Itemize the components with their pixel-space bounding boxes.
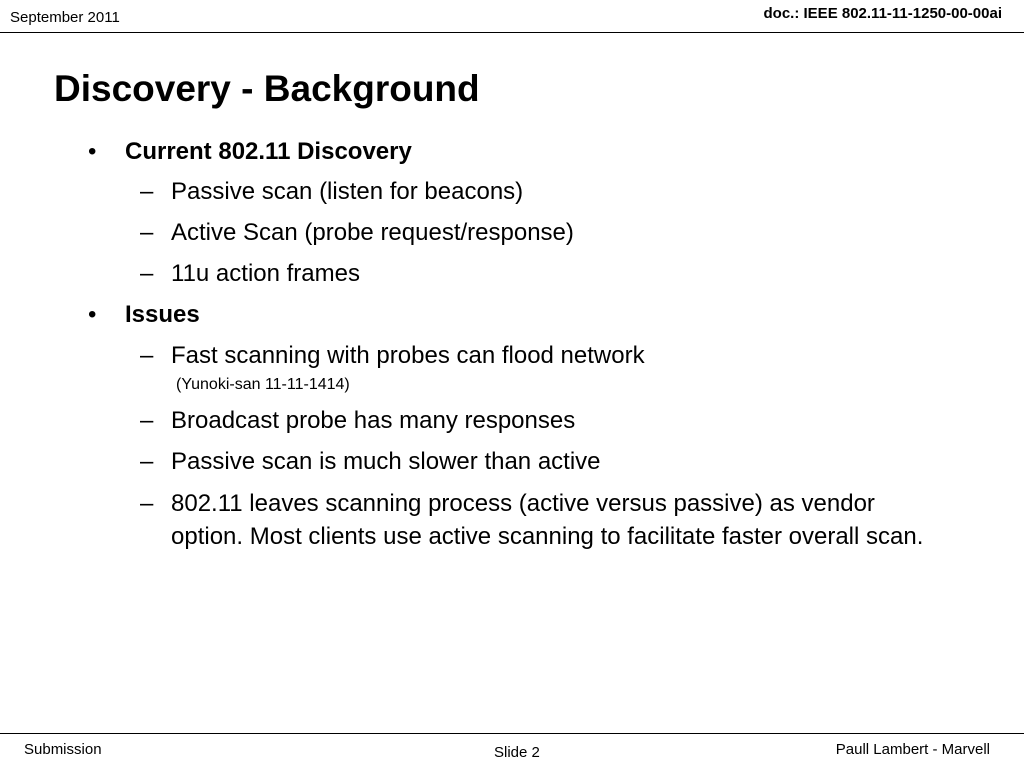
sub-item bbox=[140, 339, 940, 372]
dash-marker: – bbox=[140, 448, 154, 475]
bullet-label: Current 802.11 Discovery bbox=[125, 138, 412, 165]
dash-marker: – bbox=[140, 407, 154, 434]
sub-item-text: Passive scan (listen for beacons) bbox=[171, 178, 524, 205]
sub-item bbox=[140, 216, 940, 249]
footer-author: Paull Lambert - Marvell bbox=[835, 741, 990, 758]
dash-marker: – bbox=[140, 219, 154, 246]
slide-title: Discovery - Background bbox=[54, 68, 480, 109]
header-doc-id: doc.: IEEE 802.11-11-1250-00-00ai bbox=[763, 5, 1002, 22]
sub-item bbox=[140, 487, 940, 553]
dash-marker: – bbox=[140, 260, 154, 287]
header-date: September 2011 bbox=[10, 9, 120, 26]
dash-marker: – bbox=[140, 342, 154, 369]
sub-item bbox=[140, 445, 940, 478]
footer-submission: Submission bbox=[24, 741, 102, 758]
sub-item-text: Broadcast probe has many responses bbox=[171, 407, 576, 434]
bullet-marker: • bbox=[88, 301, 97, 328]
sub-item-text: 802.11 leaves scanning process (active versus passive) as vendor option. Most clients use active scanning to facilitate faster overall scan. bbox=[171, 490, 924, 550]
sub-item-text: 11u action frames bbox=[171, 260, 360, 287]
sub-item bbox=[140, 257, 940, 290]
sub-item-text: Passive scan is much slower than active bbox=[171, 448, 601, 475]
dash-marker: – bbox=[140, 178, 154, 205]
footer-slide-number: Slide 2 bbox=[494, 744, 540, 761]
reference-note: (Yunoki-san 11-11-1414) bbox=[176, 376, 350, 393]
header-divider bbox=[0, 32, 1024, 33]
bullet-marker: • bbox=[88, 138, 97, 165]
footer-divider bbox=[0, 733, 1024, 734]
sub-item-text: Active Scan (probe request/response) bbox=[171, 219, 574, 246]
sub-item bbox=[140, 404, 940, 437]
sub-item bbox=[140, 175, 940, 208]
dash-marker: – bbox=[140, 490, 154, 517]
sub-item-text: Fast scanning with probes can flood network bbox=[171, 342, 645, 369]
bullet-label: Issues bbox=[125, 301, 200, 328]
